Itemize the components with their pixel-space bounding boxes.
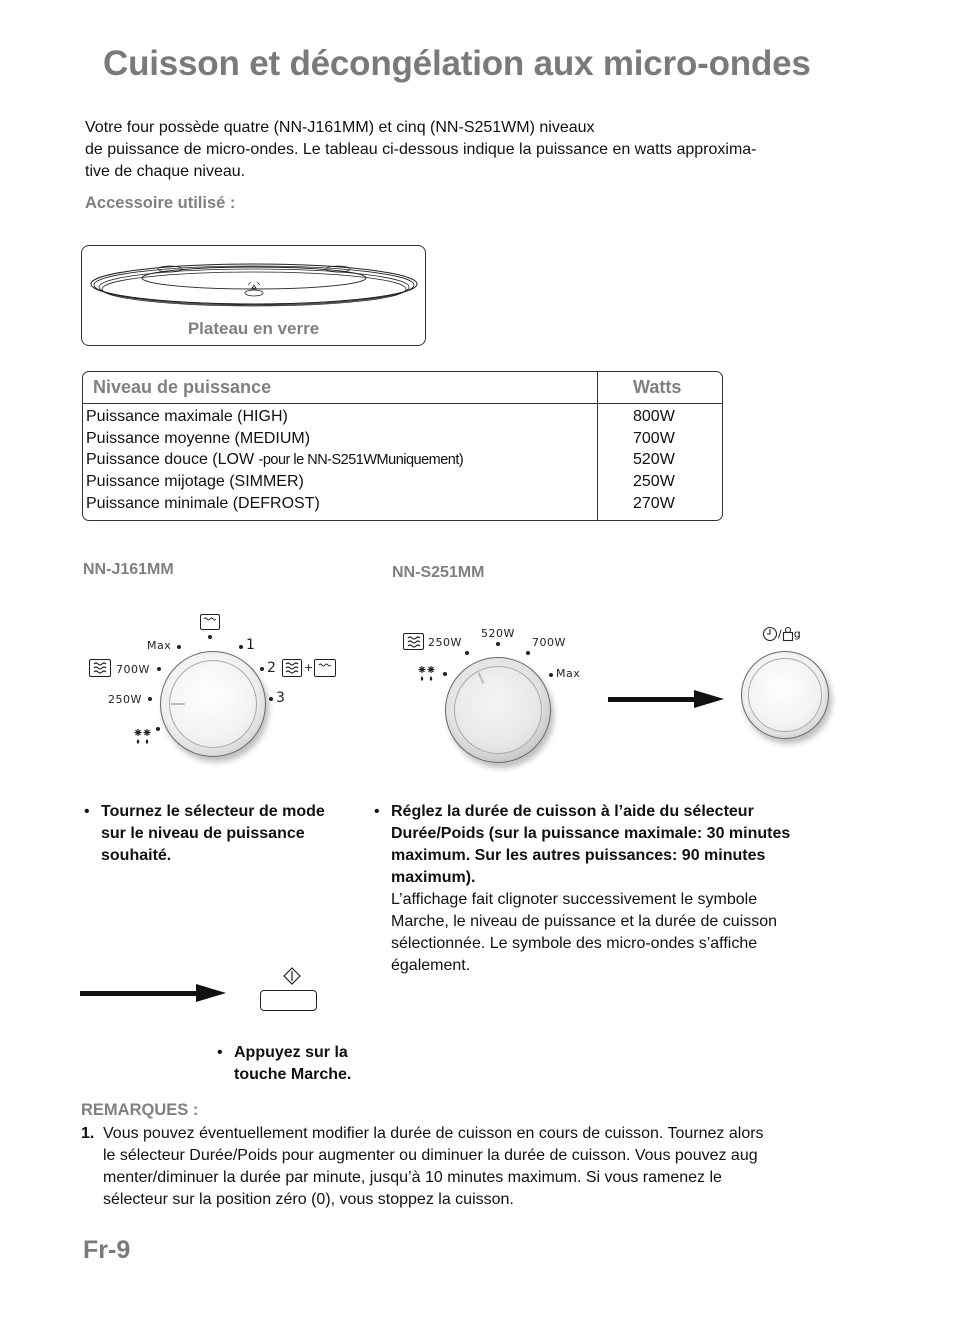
power-level-note: -pour le NN-S251WMuniquement) xyxy=(258,452,464,469)
dial-dot xyxy=(148,697,152,701)
dial-dot xyxy=(269,697,273,701)
dial-dot xyxy=(239,645,243,649)
power-level-main: Puissance douce (LOW xyxy=(86,451,259,469)
bullet: • xyxy=(84,803,90,820)
start-icon xyxy=(282,966,302,986)
page-title: Cuisson et décongélation aux micro-ondes xyxy=(103,44,811,83)
dial-dot xyxy=(260,667,264,671)
dial-label-520w: 520W xyxy=(481,627,515,640)
step-text: maximum. Sur les autres puissances: 90 minutes xyxy=(391,847,766,864)
dial-dot xyxy=(443,672,447,676)
table-row xyxy=(86,406,722,428)
dial-label-max: Max xyxy=(147,639,172,652)
page-number: Fr-9 xyxy=(83,1236,131,1264)
start-button[interactable] xyxy=(260,990,317,1011)
column-header-level: Niveau de puissance xyxy=(93,377,272,397)
dial-position-1: 1 xyxy=(246,637,255,653)
arrow-right-icon xyxy=(196,984,226,1002)
dial-label-700w: 700W xyxy=(116,663,150,676)
defrost-icon xyxy=(133,727,153,747)
dial-dot xyxy=(208,635,212,639)
grill-icon xyxy=(200,614,220,630)
step-text: sur le niveau de puissance xyxy=(101,825,305,842)
power-mode-knob[interactable] xyxy=(160,651,266,757)
arrow-shaft xyxy=(80,991,198,996)
glass-plate-icon xyxy=(88,258,421,318)
power-level-name: Puissance maximale (HIGH) xyxy=(86,408,288,425)
power-level-name: Puissance mijotage (SIMMER) xyxy=(86,473,304,491)
table-header xyxy=(83,372,722,404)
model-label-j161: NN-J161MM xyxy=(83,561,174,578)
table-row xyxy=(86,493,722,515)
step-text: touche Marche. xyxy=(234,1066,352,1083)
step-text: Réglez la durée de cuisson à l’aide du sélecteur xyxy=(391,803,754,820)
power-watts: 520W xyxy=(633,451,675,469)
dial-position-3: 3 xyxy=(276,690,285,706)
step-note: sélectionnée. Le symbole des micro-ondes s’affiche xyxy=(391,935,758,952)
model-label-s251: NN-S251MM xyxy=(392,564,485,581)
remark-text xyxy=(103,1123,843,1211)
power-level-name: Puissance moyenne (MEDIUM) xyxy=(86,429,311,447)
knob-face xyxy=(748,658,822,732)
accessory-box xyxy=(81,245,426,346)
power-level-name: Puissance minimale (DEFROST) xyxy=(86,494,320,512)
arrow-right-icon xyxy=(694,690,724,708)
step-note: L’affichage fait clignoter successivement le symbole xyxy=(391,891,758,908)
power-watts: 700W xyxy=(633,429,675,447)
step-text: maximum). xyxy=(391,869,476,886)
step-text: souhaité. xyxy=(101,847,172,864)
power-level-name xyxy=(86,449,463,472)
step-note: Marche, le niveau de puissance et la durée de cuisson xyxy=(391,913,778,930)
time-weight-knob[interactable] xyxy=(741,651,829,739)
intro-line: Votre four possède quatre (NN-J161MM) et cinq (NN-S251WM) niveaux xyxy=(85,119,595,136)
dial-dot xyxy=(157,667,161,671)
dial-label-250w: 250W xyxy=(428,636,462,649)
intro-line: de puissance de micro-ondes. Le tableau ci-dessous indique la puissance en watts approxima- xyxy=(85,141,757,158)
power-watts: 250W xyxy=(633,473,675,491)
power-level-table xyxy=(82,371,723,521)
dial-dot xyxy=(177,645,181,649)
remark-line: Vous pouvez éventuellement modifier la durée de cuisson en cours de cuisson. Tournez alors xyxy=(103,1125,764,1142)
table-row xyxy=(86,428,722,450)
dial-dot xyxy=(156,727,160,731)
combination-grill-icon xyxy=(314,659,336,677)
dial-dot xyxy=(526,651,530,655)
dial-label-250w: 250W xyxy=(108,693,142,706)
remark-line: menter/diminuer la durée par minute, jusqu’à 10 minutes maximum. Si vous ramenez le xyxy=(103,1169,722,1186)
remark-line: le sélecteur Durée/Poids pour augmenter ou diminuer la durée de cuisson. Vous pouvez aug xyxy=(103,1147,758,1164)
table-row xyxy=(86,449,722,471)
column-header-watts: Watts xyxy=(633,377,682,397)
dial-dot xyxy=(549,673,553,677)
intro-paragraph xyxy=(85,117,830,183)
clock-icon xyxy=(762,626,778,642)
bullet: • xyxy=(374,803,380,820)
microwave-icon xyxy=(89,659,111,677)
weight-unit: g xyxy=(793,627,801,641)
table-row xyxy=(86,471,722,493)
step-text: Tournez le sélecteur de mode xyxy=(101,803,325,820)
defrost-icon xyxy=(417,664,437,684)
dial-plus: + xyxy=(304,661,314,674)
power-watts: 270W xyxy=(633,494,675,512)
dial-dot xyxy=(496,642,500,646)
accessory-caption: Plateau en verre xyxy=(187,319,320,338)
knob-indicator xyxy=(171,703,185,705)
microwave-icon xyxy=(403,633,424,650)
dial-dot xyxy=(465,651,469,655)
arrow-shaft xyxy=(608,697,696,702)
weight-icon xyxy=(782,626,794,642)
timer-dial-label xyxy=(762,626,801,642)
dial-label-700w: 700W xyxy=(532,636,566,649)
dial-position-2: 2 xyxy=(267,660,276,676)
knob-face xyxy=(454,666,542,754)
step-text: Appuyez sur la xyxy=(234,1044,348,1061)
remark-line: sélecteur sur la position zéro (0), vous stoppez la cuisson. xyxy=(103,1191,514,1208)
power-watts: 800W xyxy=(633,408,675,425)
label-separator: / xyxy=(778,627,782,641)
step-text: Durée/Poids (sur la puissance maximale: 30 minutes xyxy=(391,825,791,842)
remarks-heading: REMARQUES : xyxy=(81,1101,199,1119)
bullet: • xyxy=(217,1044,223,1061)
power-level-knob[interactable] xyxy=(445,657,551,763)
intro-line: tive de chaque niveau. xyxy=(85,163,246,180)
remark-number: 1. xyxy=(81,1125,95,1142)
combination-microwave-icon xyxy=(282,659,302,677)
accessory-label: Accessoire utilisé : xyxy=(85,194,236,212)
dial-label-max: Max xyxy=(556,667,581,680)
step-note: également. xyxy=(391,957,471,974)
